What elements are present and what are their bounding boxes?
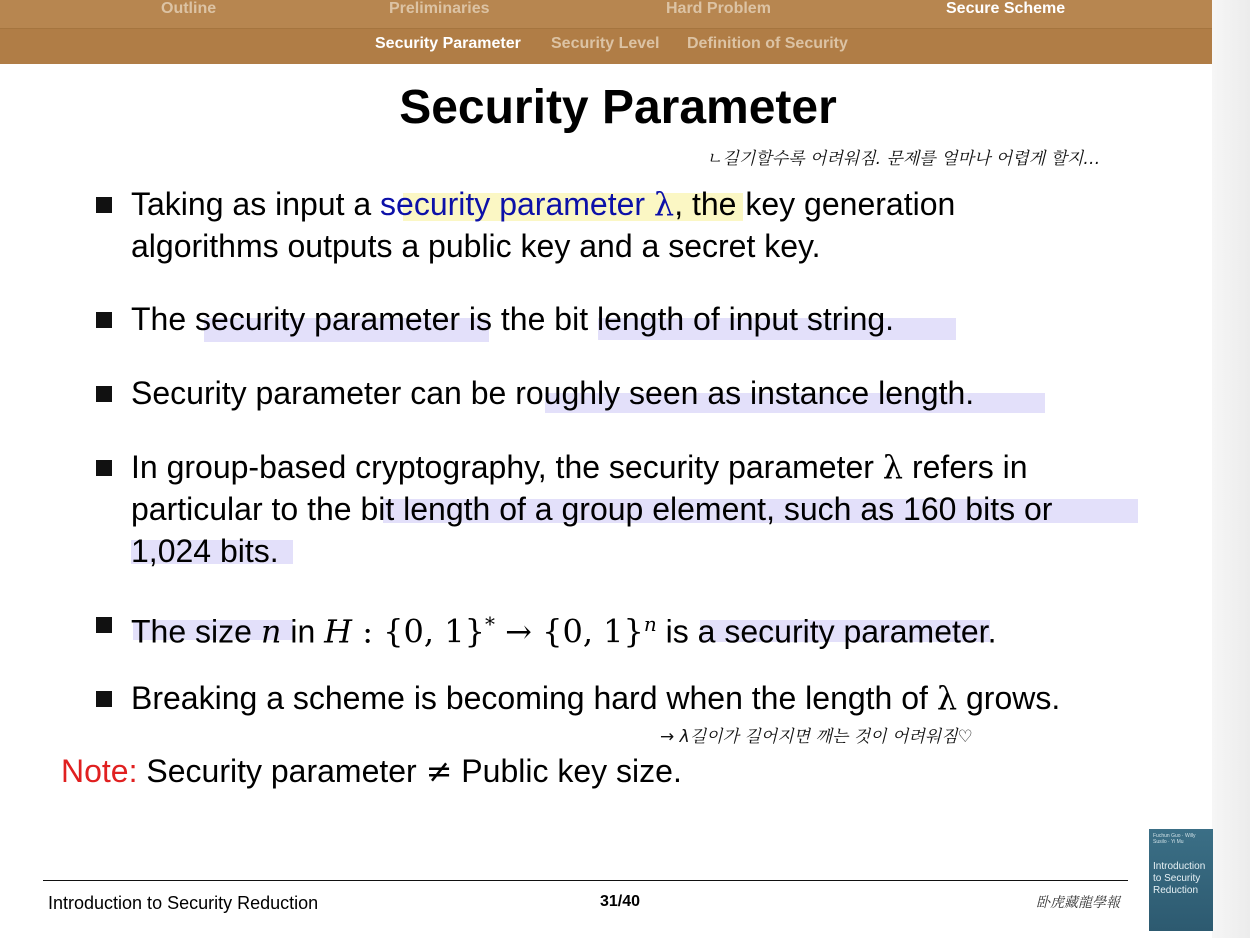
- note-label: Note:: [61, 753, 138, 789]
- book-cover-title: Introduction to Security Reduction: [1153, 861, 1206, 896]
- slide-title: Security Parameter: [399, 81, 837, 134]
- bullet-5: The size n in H : {0, 1}* → {0, 1}$^n$ is a security parameter.: [131, 612, 997, 651]
- book-cover-image: Fuchun Guo · Willy Susilo · Yi Mu Introduction to Security Reduction: [1149, 829, 1213, 931]
- nav-section-outline[interactable]: Outline: [161, 0, 217, 17]
- bullet-4-line-2: particular to the bit length of a group element, such as 160 bits or: [131, 491, 1053, 527]
- note-line: Note: Security parameter ≠ Public key size.: [61, 752, 682, 790]
- nav-section-preliminaries[interactable]: Preliminaries: [389, 0, 490, 17]
- handwritten-annotation-top: ㄴ길기할수록 어려워짐. 문제를 얼마나 어렵게 할지…: [706, 149, 1101, 169]
- window-edge: [1212, 0, 1250, 938]
- page-number: 31/40: [600, 893, 641, 910]
- slide-nav-bar: [0, 0, 1212, 64]
- nav-section-secure-scheme[interactable]: Secure Scheme: [946, 0, 1066, 17]
- nav-sub-definition-of-security[interactable]: Definition of Security: [687, 35, 848, 52]
- bullet-marker: [96, 197, 112, 213]
- bullet-1-line-1: Taking as input a security parameter λ, the key generation: [131, 185, 956, 223]
- bullet-3: Security parameter can be roughly seen as instance length.: [131, 375, 975, 411]
- bullet-2: The security parameter is the bit length of input string.: [131, 301, 895, 337]
- bullet-1-line-2: algorithms outputs a public key and a secret key.: [131, 228, 821, 264]
- bullet-6: Breaking a scheme is becoming hard when the length of λ grows.: [131, 679, 1061, 717]
- bullet-marker: [96, 460, 112, 476]
- nav-sub-security-level[interactable]: Security Level: [551, 35, 660, 52]
- bullet-4-line-3: 1,024 bits.: [131, 533, 279, 569]
- bullet-marker: [96, 312, 112, 328]
- section-nav: [0, 0, 1212, 29]
- bullet-marker: [96, 691, 112, 707]
- footer-signature: 卧虎藏龍學報: [1036, 895, 1120, 911]
- nav-sub-security-parameter[interactable]: Security Parameter: [375, 35, 521, 52]
- handwritten-annotation-bottom: → λ길이가 길어지면 깨는 것이 어려워짐♡: [660, 727, 973, 747]
- bullet-marker: [96, 617, 112, 633]
- bullet-marker: [96, 386, 112, 402]
- footer-course-title: Introduction to Security Reduction: [48, 893, 319, 913]
- footer-divider: [43, 880, 1128, 881]
- bullet-4-line-1: In group-based cryptography, the security parameter λ refers in: [131, 448, 1028, 486]
- nav-section-hard-problem[interactable]: Hard Problem: [666, 0, 771, 17]
